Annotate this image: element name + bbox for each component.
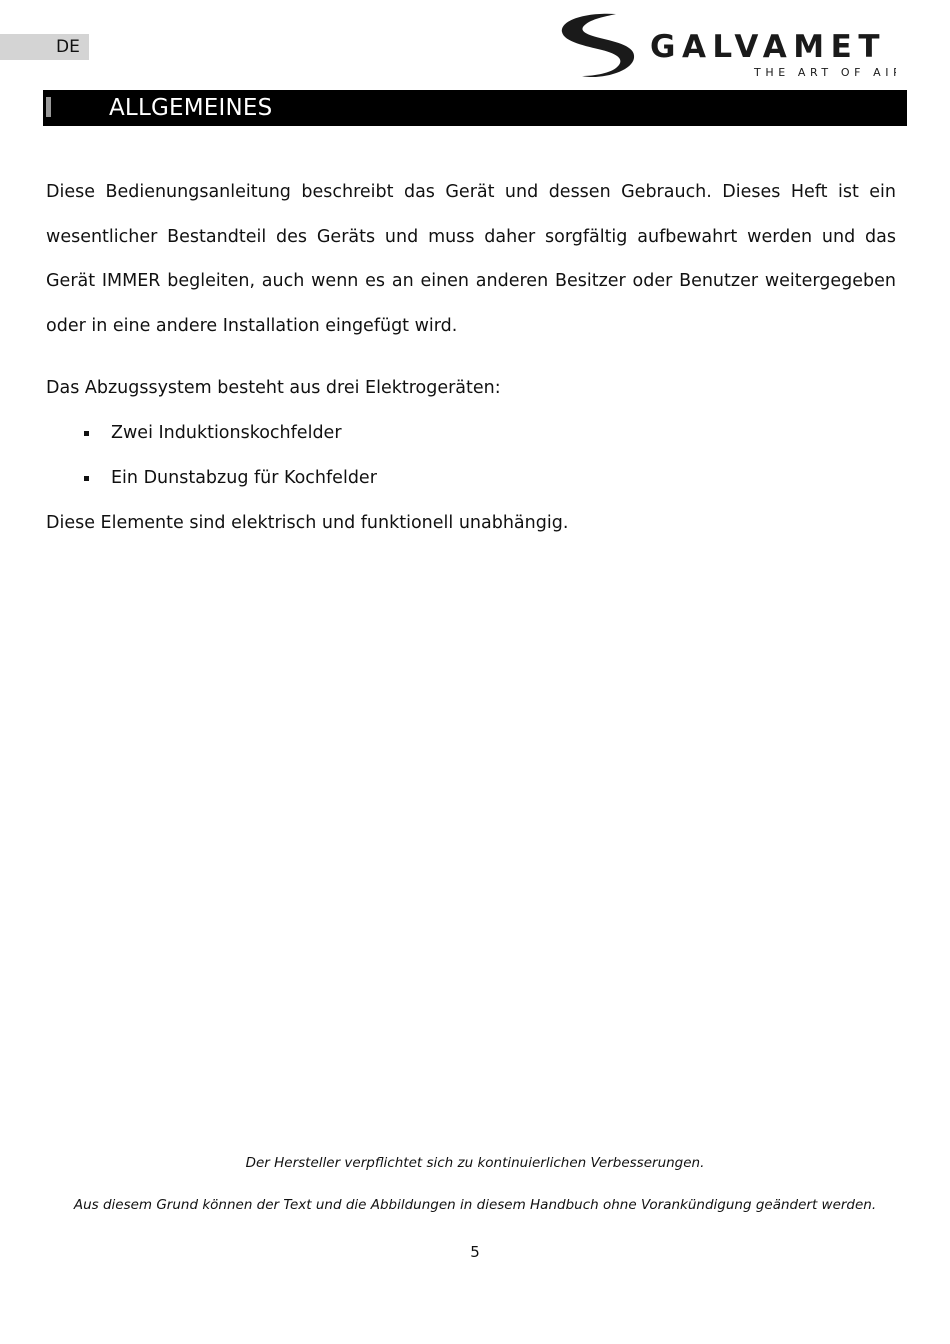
section-marker (46, 97, 51, 117)
section-header (43, 90, 907, 126)
brand-logo (556, 10, 896, 82)
system-block (46, 366, 896, 546)
section-title: ALLGEMEINES (109, 95, 273, 121)
language-tab (0, 34, 89, 60)
bullet-icon (84, 431, 89, 436)
appliance-list (46, 411, 896, 501)
list-item-text: Zwei Induktionskochfelder (111, 423, 342, 443)
page-number: 5 (470, 1243, 480, 1261)
list-item (46, 456, 896, 501)
brand-name: GALVAMET (650, 29, 886, 65)
brand-tagline: THE ART OF AIR (754, 66, 896, 79)
bullet-icon (84, 476, 89, 481)
closing-paragraph: Diese Elemente sind elektrisch und funktionell unabhängig. (46, 513, 569, 533)
list-item (46, 411, 896, 456)
galvamet-swoosh-logo-icon (556, 10, 896, 82)
system-intro: Das Abzugssystem besteht aus drei Elektrogeräten: (46, 378, 501, 398)
intro-paragraph: Diese Bedienungsanleitung beschreibt das Gerät und dessen Gebrauch. Dieses Heft ist ein wesentlicher Bestandteil des Geräts und muss daher sorgfältig aufbewahrt werden und das Gerät IMMER begleiten, auch wenn es an einen anderen Besitzer oder Benutzer weitergegeben oder in eine andere Installation eingefügt wird. (46, 182, 896, 336)
language-label: DE (56, 37, 80, 57)
footer-notice-1: Der Hersteller verpflichtet sich zu kontinuierlichen Verbesserungen. (245, 1155, 705, 1171)
intro-block (46, 170, 896, 348)
footer-notice-2: Aus diesem Grund können der Text und die Abbildungen in diesem Handbuch ohne Vorankündigung geändert werden. (73, 1197, 877, 1213)
list-item-text: Ein Dunstabzug für Kochfelder (111, 468, 377, 488)
